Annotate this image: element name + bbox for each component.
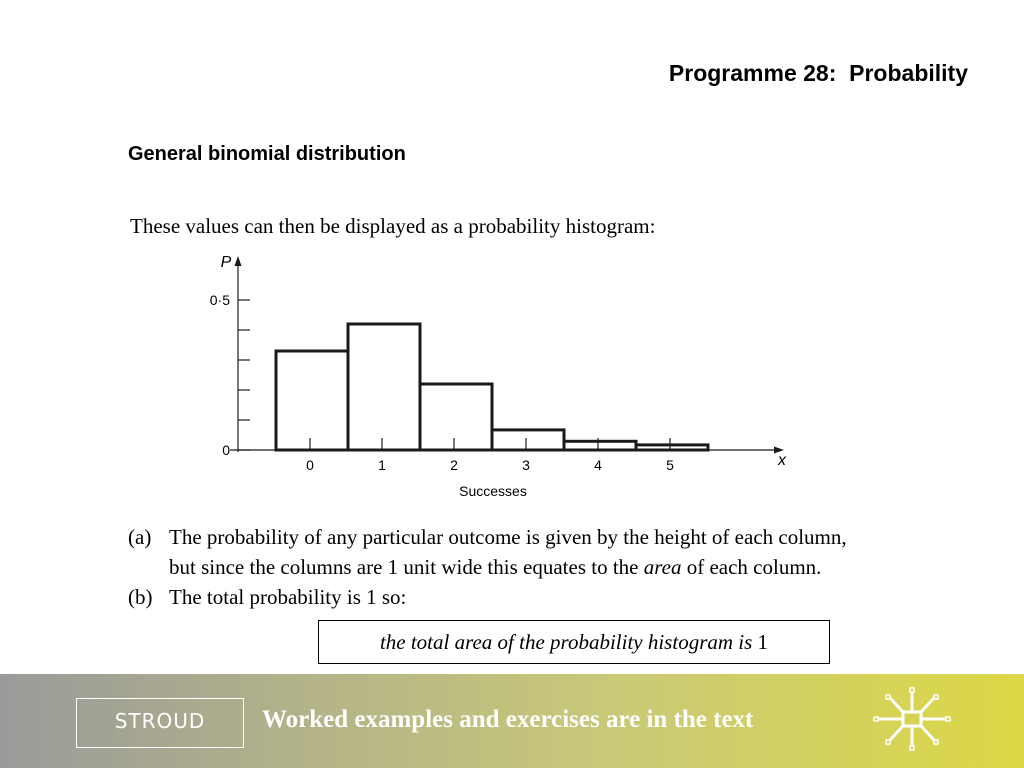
note-a-label: (a) xyxy=(128,525,152,549)
note-b-text: The total probability is 1 so: xyxy=(169,585,407,609)
formula-box xyxy=(318,620,830,664)
note-a-line2-before: but since the columns are 1 unit wide this equates to the xyxy=(169,555,644,579)
y-axis-arrow xyxy=(235,256,242,266)
histogram-bar xyxy=(636,445,708,450)
formula-value: 1 xyxy=(757,629,769,654)
y-tick-label: 0·5 xyxy=(209,292,230,308)
notes xyxy=(128,522,1008,612)
footer-text: Worked examples and exercises are in the text xyxy=(262,706,754,733)
histogram-bar xyxy=(348,324,420,450)
section-title: General binomial distribution xyxy=(128,143,406,165)
note-a-line2-after: of each column. xyxy=(681,555,822,579)
y-axis-label: P xyxy=(220,254,232,271)
footer-bar xyxy=(0,674,1024,768)
histogram-bar xyxy=(276,351,348,450)
x-tick-label: 2 xyxy=(450,457,458,473)
note-a-line1: The probability of any particular outcome is given by the height of each column, xyxy=(169,525,847,549)
x-axis-symbol: x xyxy=(778,452,786,469)
histogram-bar xyxy=(420,384,492,450)
stroud-logo: STROUD xyxy=(76,698,244,748)
histogram-bar xyxy=(564,441,636,450)
formula-italic: the total area of the probability histogram is xyxy=(379,629,753,654)
x-tick-label: 0 xyxy=(306,457,314,473)
x-tick-label: 3 xyxy=(522,457,530,473)
x-axis-label: Successes xyxy=(459,483,527,499)
note-b-label: (b) xyxy=(128,585,153,609)
x-tick-label: 4 xyxy=(594,457,602,473)
note-a-text xyxy=(169,522,1008,582)
network-icon xyxy=(870,686,954,756)
note-b xyxy=(128,582,1008,612)
histogram-bar xyxy=(492,430,564,450)
x-tick-label: 1 xyxy=(378,457,386,473)
x-tick-label: 5 xyxy=(666,457,674,473)
note-a-line2-emphasis: area xyxy=(643,555,682,579)
note-a xyxy=(128,522,1008,582)
intro-text: These values can then be displayed as a probability histogram: xyxy=(130,214,656,238)
programme-title: Programme 28: Probability xyxy=(668,60,968,86)
y-tick-label: 0 xyxy=(222,442,230,458)
